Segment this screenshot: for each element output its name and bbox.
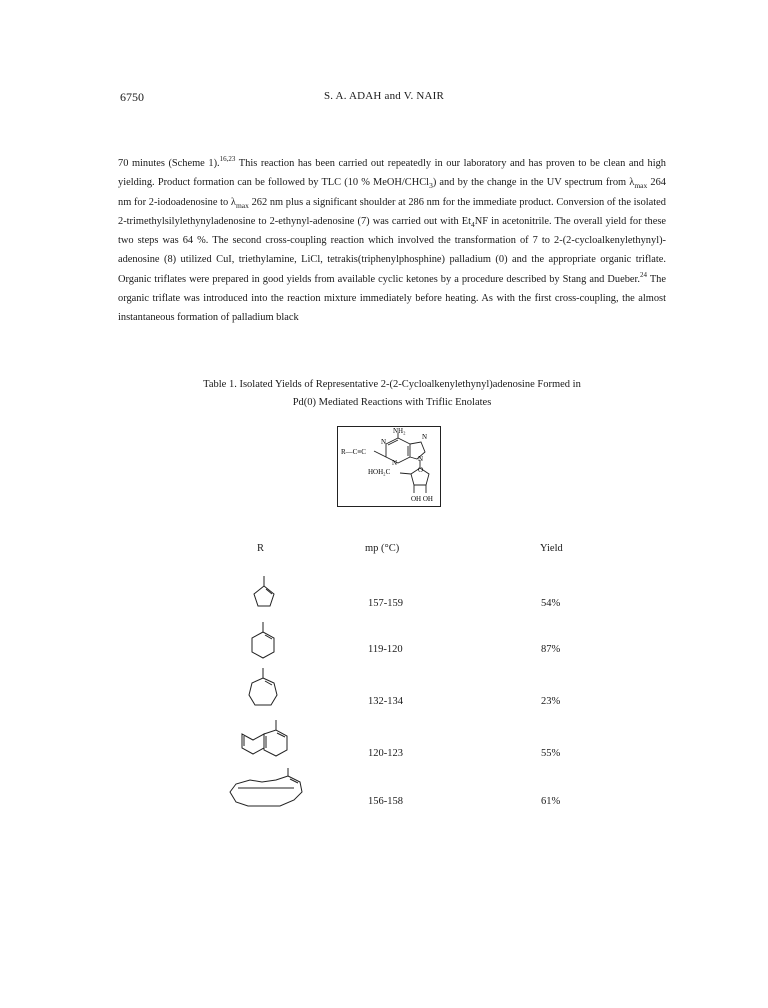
table-cell-mp: 120-123 [368,748,403,759]
table-cell-mp: 132-134 [368,696,403,707]
structure-label-hoh2c: HOH₂C [368,468,391,476]
reference-superscript: 24 [639,270,647,279]
structure-label-n3: N [392,459,398,467]
subscript: max [235,200,249,210]
table-cell-yield: 54% [541,598,561,609]
body-text-segment: 70 minutes (Scheme 1). [118,158,220,169]
cyclopentenyl-icon [244,574,284,616]
subscript: 4 [470,219,475,229]
subscript: max [634,181,648,191]
running-head: S. A. ADAH and V. NAIR [323,90,445,102]
adenosine-structure-figure [337,426,441,507]
structure-label-r-group: R—C≡C [341,448,366,456]
reference-superscript: 16,23 [219,155,236,163]
column-header-mp: mp (°C) [365,543,400,554]
column-header-r: R [257,543,265,554]
cyclohexenyl-icon [243,620,283,666]
table-cell-yield: 55% [541,748,561,759]
structure-label-n7: N [422,433,428,441]
body-text-segment: This reaction has been carried out repeatedly in our laboratory and has proven to be clean and high yielding. Product formation can be followed by TLC (10 % MeOH/CHCl [118,158,666,189]
table-cell-mp: 119-120 [368,644,403,655]
subscript: 3 [429,181,433,191]
table-cell-yield: 23% [541,696,561,707]
structure-label-o: O [418,466,424,474]
table-cell-mp: 156-158 [368,796,403,807]
structure-label-nh2: NH₂ [393,427,406,435]
page-number: 6750 [120,90,144,104]
body-text-segment: ) and by the change in the UV spectrum from λ [432,177,635,189]
body-text-segment: NF in acetonitrile. The overall yield for these two steps was 64 %. The second cross-coupling reaction which involved the transformation of 7 to 2-(2-cycloalkenylethynyl)-adenosine (8) utilized CuI, triethylamine, LiCl, tetrakis(triphenylphosphine) palladium (0) and the appropriate organic triflate. Organic triflates were prepared in good yields from available cyclic ketones by a procedure described by Stang and Dueber. [118,215,666,285]
cycloheptenyl-icon [240,666,286,716]
column-header-yield: Yield [540,543,563,554]
table-caption [118,376,666,412]
body-text-segment: The organic triflate was introduced into the reaction mixture immediately before heating. As with the first cross-coupling, the almost instantaneous formation of palladium black [118,273,666,324]
adenosine-structure-drawing [338,427,440,506]
body-paragraph [118,154,666,328]
table-caption-line-1: Table 1. Isolated Yields of Representative 2-(2-Cycloalkenylethynyl)adenosine Formed in [203,379,581,390]
table-cell-mp: 157-159 [368,598,403,609]
table-cell-yield: 87% [541,644,561,655]
cyclododecenyl-icon [224,766,310,810]
body-text-segment: 262 nm plus a significant shoulder at 286 nm for the immediate product. Conversion of the isolated 2-trimethylsilylethynyladenosine to 2-ethynyl-adenosine (7) was carried out with Et [118,196,666,227]
body-text-segment: 264 nm for 2-iodoadenosine to λ [118,177,666,208]
table-caption-line-2: Pd(0) Mediated Reactions with Triflic Enolates [292,397,492,408]
table-cell-yield: 61% [541,796,561,807]
structure-label-diol: OH OH [411,495,433,503]
structure-label-n9: N [418,455,424,463]
dihydronaphthyl-icon [234,718,294,764]
structure-label-n1: N [381,438,387,446]
